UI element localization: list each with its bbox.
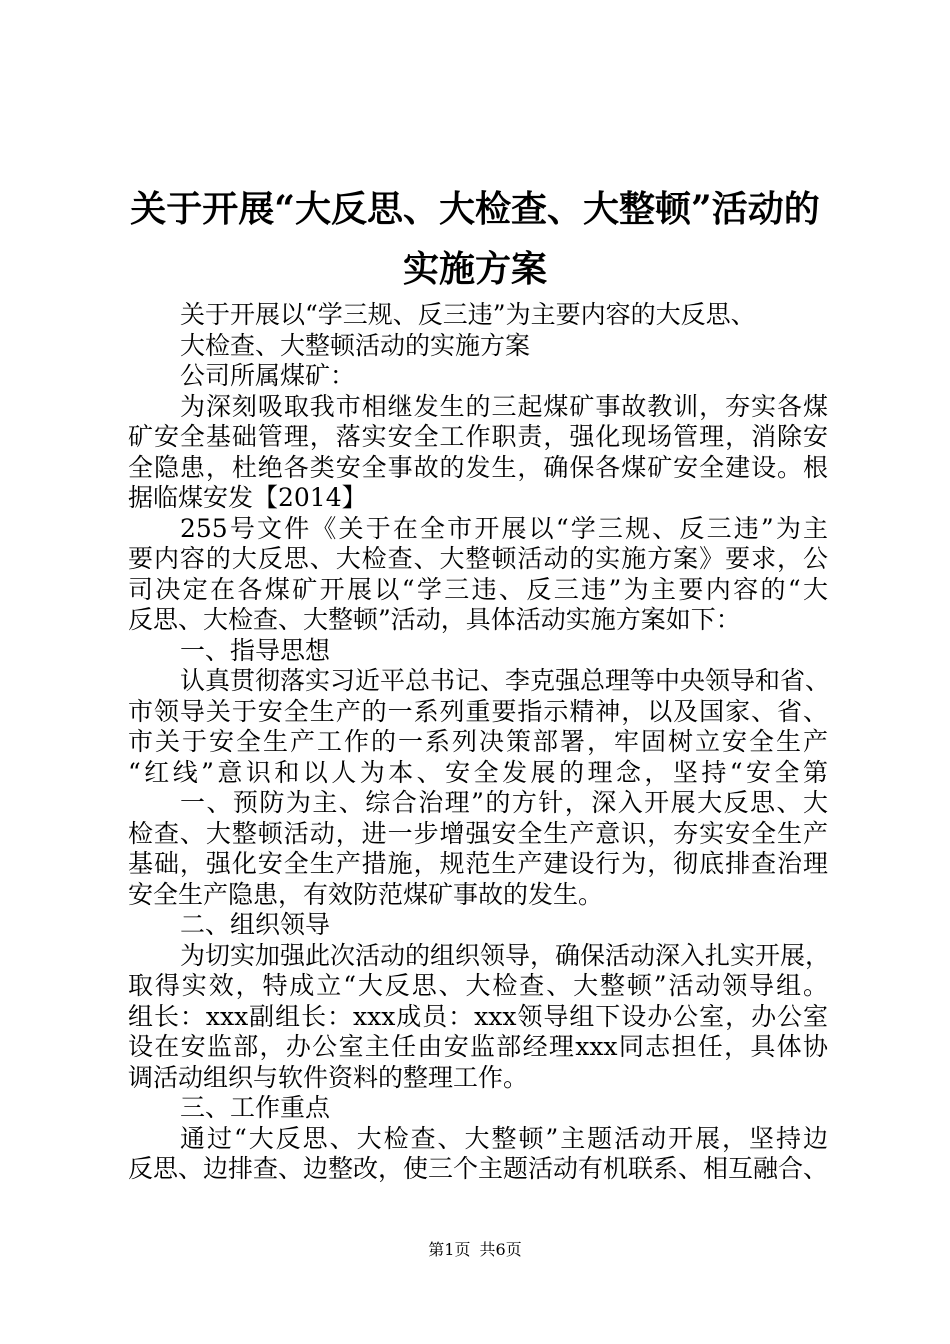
body-line: 一、预防为主、综合治理”的方针，深入开展大反思、大	[180, 788, 828, 817]
document-title-line-2: 实施方案	[402, 248, 547, 290]
body-line: 一、指导思想	[180, 635, 331, 665]
body-line: 安全生产隐患，有效防范煤矿事故的发生。	[128, 879, 604, 909]
body-line: 为切实加强此次活动的组织领导，确保活动深入扎实开展，	[180, 940, 831, 970]
body-line: 通过“大反思、大检查、大整顿”主题活动开展，坚持边	[180, 1123, 828, 1153]
body-line: 为深刻吸取我市相继发生的三起煤矿事故教训，夯实各煤	[180, 391, 828, 421]
body-line: 取得实效，特成立“大反思、大检查、大整顿”活动领导组。	[128, 971, 828, 1000]
document-body	[128, 300, 831, 1185]
body-line: 255号文件《关于在全市开展以“学三规、反三违”为主	[180, 513, 828, 543]
body-line: “红线”意识和以人为本、安全发展的理念，坚持“安全第	[128, 757, 828, 787]
body-line: 检查、大整顿活动，进一步增强安全生产意识，夯实安全生产	[128, 818, 828, 848]
page-total: 共6页	[479, 1240, 522, 1259]
body-line: 反思、大检查、大整顿”活动，具体活动实施方案如下：	[128, 605, 741, 634]
page-number: 第1页	[428, 1240, 471, 1259]
body-line: 市关于安全生产工作的一系列决策部署，牢固树立安全生产	[128, 727, 828, 756]
body-line: 司决定在各煤矿开展以“学三违、反三违”为主要内容的“大	[128, 574, 828, 604]
body-line: 设在安监部，办公室主任由安监部经理xxx同志担任，具体协	[128, 1032, 828, 1061]
body-line: 据临煤安发【2014】	[128, 483, 367, 512]
body-line: 反思、边排查、边整改，使三个主题活动有机联系、相互融合、	[128, 1154, 829, 1183]
body-line: 大检查、大整顿活动的实施方案	[180, 330, 531, 360]
body-line: 要内容的大反思、大检查、大整顿活动的实施方案》要求，公	[128, 544, 828, 573]
body-line: 全隐患，杜绝各类安全事故的发生，确保各煤矿安全建设。根	[128, 452, 828, 482]
document-title-line-1: 关于开展“大反思、大检查、大整顿”活动的	[130, 188, 820, 230]
body-line: 二、组织领导	[180, 910, 331, 939]
page-footer	[0, 1240, 950, 1260]
body-line: 基础，强化安全生产措施，规范生产建设行为，彻底排查治理	[128, 849, 828, 878]
body-line: 认真贯彻落实习近平总书记、李克强总理等中央领导和省、	[180, 666, 831, 695]
body-line: 调活动组织与软件资料的整理工作。	[128, 1062, 529, 1092]
body-line: 三、工作重点	[180, 1093, 331, 1122]
body-line: 市领导关于安全生产的一系列重要指示精神，以及国家、省、	[128, 696, 828, 726]
body-line: 公司所属煤矿：	[180, 361, 356, 390]
body-line: 矿安全基础管理，落实安全工作职责，强化现场管理，消除安	[128, 422, 828, 451]
body-line: 关于开展以“学三规、反三违”为主要内容的大反思、	[180, 300, 756, 329]
body-line: 组长：xxx副组长：xxx成员：xxx领导组下设办公室，办公室	[128, 1001, 828, 1031]
